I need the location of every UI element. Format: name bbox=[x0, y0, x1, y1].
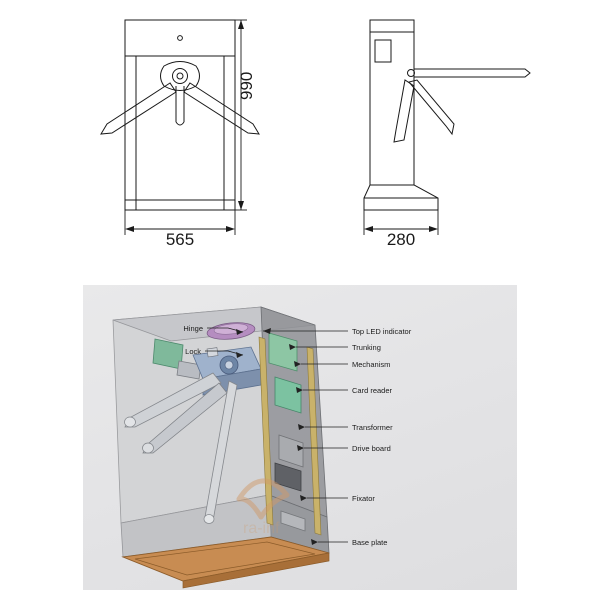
dim-width-arrow-left bbox=[125, 226, 134, 232]
callout-label-fixator: Fixator bbox=[352, 494, 375, 503]
dimension-height-990 bbox=[235, 20, 247, 210]
callout-label-hinge: Hinge bbox=[183, 324, 203, 333]
callout-label-top-led-indicator: Top LED indicator bbox=[352, 327, 412, 336]
component-diagram-svg bbox=[83, 285, 517, 590]
callout-label-transformer: Transformer bbox=[352, 423, 393, 432]
callout-label-card-reader: Card reader bbox=[352, 386, 393, 395]
dim-depth-value: 280 bbox=[386, 230, 416, 249]
component-diagram-image bbox=[83, 285, 517, 590]
arm-down-cap bbox=[176, 122, 184, 125]
callout-label-lock: Lock bbox=[185, 347, 201, 356]
callout-label-drive-board: Drive board bbox=[352, 444, 391, 453]
dim-width-value: 565 bbox=[165, 230, 195, 249]
dim-height-arrow-bottom bbox=[238, 201, 244, 210]
arm-left bbox=[101, 83, 176, 134]
hub-housing bbox=[161, 62, 200, 91]
callout-label-base-plate: Base plate bbox=[352, 538, 388, 547]
side-arm-diagonal-front bbox=[394, 80, 414, 142]
side-arm-diagonal-back bbox=[409, 80, 454, 134]
side-view bbox=[364, 20, 530, 210]
technical-drawing-panel bbox=[0, 0, 600, 275]
dim-depth-arrow-right bbox=[429, 226, 438, 232]
hub-center bbox=[173, 69, 188, 84]
dim-depth-arrow-left bbox=[364, 226, 373, 232]
callout-label-mechanism: Mechanism bbox=[352, 360, 391, 369]
hub-axle bbox=[177, 73, 183, 79]
side-arm-horizontal bbox=[414, 69, 530, 77]
arm-down bbox=[176, 86, 184, 122]
dim-height-arrow-top bbox=[238, 20, 244, 29]
technical-drawing-svg bbox=[0, 0, 600, 275]
side-display-panel bbox=[375, 40, 391, 62]
side-hub bbox=[408, 70, 415, 77]
front-cabinet-outline bbox=[125, 20, 235, 210]
component-diagram-panel bbox=[0, 275, 600, 600]
front-top-sensor bbox=[178, 36, 183, 41]
front-view bbox=[101, 20, 259, 210]
dim-width-arrow-right bbox=[226, 226, 235, 232]
watermark-text: ra-inf bbox=[243, 520, 280, 537]
dim-height-value: 990 bbox=[237, 71, 256, 100]
callout-label-trunking: Trunking bbox=[352, 343, 381, 352]
